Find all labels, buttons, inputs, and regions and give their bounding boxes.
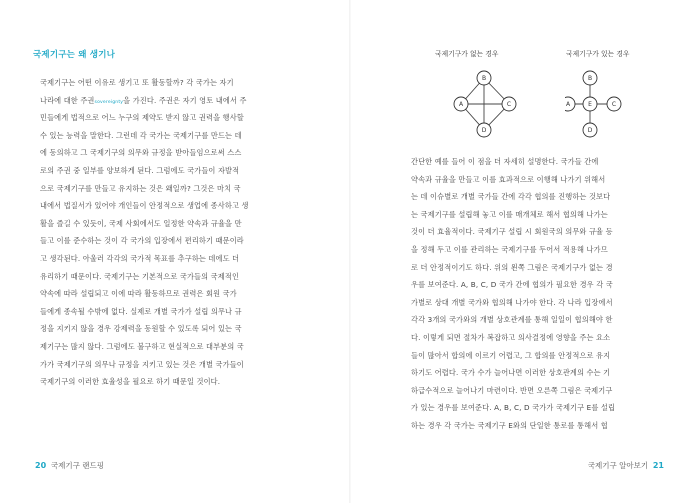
diagram-left-title: 국제기구가 없는 경우 <box>435 50 499 58</box>
body-line: 을 정해 두고 이를 관리하는 국제기구를 두어서 적용해 나가므 <box>411 244 608 254</box>
body-line: 들이 많아서 합의에 이르기 어렵고, 그 합의를 안정적으로 유지 <box>411 350 611 360</box>
body-line: 들고 이를 준수하는 것이 각 국가의 입장에서 편리하기 때문이라 <box>40 236 244 246</box>
body-line: 가 있는 경우를 보여준다. A, B, C, D 국가가 국제기구 E를 설립 <box>411 403 616 413</box>
node-label-c: C <box>611 101 617 109</box>
body-line: 가가 국제기구의 의무나 규정을 지키고 있는 것은 개별 국가들이 <box>40 359 244 369</box>
right-footer <box>588 460 664 471</box>
footer-label: 국제기구 랜드핑 <box>50 461 105 470</box>
body-line: 는 국제기구를 설립해 놓고 이를 매개체로 해서 협의해 나가는 <box>411 209 608 219</box>
body-line: 우를 보여준다. A, B, C, D 국가 간에 협의가 필요한 경우 각 국 <box>411 280 613 290</box>
node-label-b: B <box>481 75 487 83</box>
body-line: 각각 3개의 국가와의 개별 상호관계를 통해 일일이 협의해야 한 <box>411 315 613 325</box>
diagram-right-title: 국제기구가 있는 경우 <box>566 50 630 58</box>
body-line: 다. 이렇게 되면 절차가 복잡하고 의사결정에 영향을 주는 요소 <box>411 332 611 342</box>
body-line: 민들에게 법적으로 어느 누구의 제약도 받지 않고 권력을 행사할 <box>40 113 244 123</box>
body-line: 국제기구는 어떤 이유로 생기고 또 활동할까? 각 국가는 자기 <box>40 78 234 87</box>
right-page <box>350 0 700 503</box>
node-label-a: A <box>458 101 464 109</box>
body-line: 으로 국제기구를 만들고 유지하는 것은 왜일까? 그것은 마치 국 <box>40 183 241 193</box>
body-line: 로 더 안정적이기도 하다. 위의 왼쪽 그림은 국제기구가 없는 경 <box>411 262 613 272</box>
page-number: 21 <box>652 461 664 470</box>
body-line: 국제기구의 이러한 효율성을 필요로 하기 때문일 것이다. <box>40 377 221 387</box>
sovereignty-term: sovereignty <box>94 99 124 105</box>
diagram-no-organization <box>448 66 528 142</box>
body-line: 에 동의하고 그 국제기구의 의무와 규정을 받아들임으로써 스스 <box>40 148 242 158</box>
body-line: 활을 즐길 수 있듯이, 국제 사회에서도 일정한 약속과 규율을 만 <box>40 218 242 228</box>
body-line: 수 있는 능력을 말한다. 그런데 각 국가는 국제기구를 만드는 데 <box>40 130 242 140</box>
footer-label: 국제기구 알아보기 <box>587 461 649 470</box>
body-line: 들에게 종속될 수밖에 없다. 실제로 개별 국가가 설립 의무나 규 <box>40 306 242 316</box>
body-line: 나라에 대한 주권sovereignty을 가진다. 주권은 자기 영토 내에서 주 <box>40 95 247 105</box>
node-label-e: E <box>588 101 592 109</box>
left-body-text <box>40 74 272 391</box>
body-line: 로의 주권 중 일부를 양보하게 된다. 그럼에도 국가들이 자발적 <box>40 165 240 175</box>
page-number: 20 <box>35 461 47 470</box>
right-body-text <box>411 153 662 435</box>
body-line: 가별로 상대 개별 국가와 협의해 나가야 한다. 각 나라 입장에서 <box>411 297 613 307</box>
body-line: 는 데 이슈별로 개별 국가들 간에 각각 협의를 진행하는 것보다 <box>411 192 611 202</box>
body-line: 하기도 어렵다. 국가 수가 늘어나면 이러한 상호관계의 수는 기 <box>411 368 611 378</box>
node-label-d: D <box>481 127 487 135</box>
node-label-b: B <box>587 75 593 83</box>
body-line: 약속과 규율을 만들고 이를 효과적으로 이행해 나가기 위해서 <box>411 174 606 184</box>
body-line: 하급수적으로 늘어나기 마련이다. 반면 오른쪽 그림은 국제기구 <box>411 385 613 395</box>
body-line: 약속에 따라 설립되고 이에 따라 활동하므로 권력은 회원 국가 <box>40 289 237 299</box>
body-line: 하는 경우 각 국가는 국제기구 E와의 단일한 통로를 통해서 협 <box>411 420 608 430</box>
section-title: 국제기구는 왜 생기나 <box>33 50 116 60</box>
body-line: 유리하기 때문이다. 국제기구는 기본적으로 국가들의 국제적인 <box>40 271 240 281</box>
body-line: 제기구는 많지 않다. 그럼에도 불구하고 현실적으로 대부분의 국 <box>40 341 244 351</box>
body-line: 정을 지키지 않을 경우 강제력을 동원할 수 있도록 되어 있는 국 <box>40 324 242 334</box>
left-footer <box>35 460 104 471</box>
body-line: 것이 더 효율적이다. 국제기구 설립 시 회원국의 의무와 규율 등 <box>411 227 613 237</box>
node-label-a: A <box>565 101 571 109</box>
diagram-with-organization <box>565 66 645 142</box>
body-line: 간단한 예를 들어 이 점을 더 자세히 설명한다. 국가들 간에 <box>411 157 599 166</box>
node-label-d: D <box>587 127 593 135</box>
body-line: 내에서 법질서가 있어야 개인들이 안정적으로 생업에 종사하고 생 <box>40 201 249 211</box>
body-line: 고 생각된다. 아울러 각각의 국가적 목표를 추구하는 데에도 더 <box>40 253 240 263</box>
node-label-c: C <box>506 101 512 109</box>
